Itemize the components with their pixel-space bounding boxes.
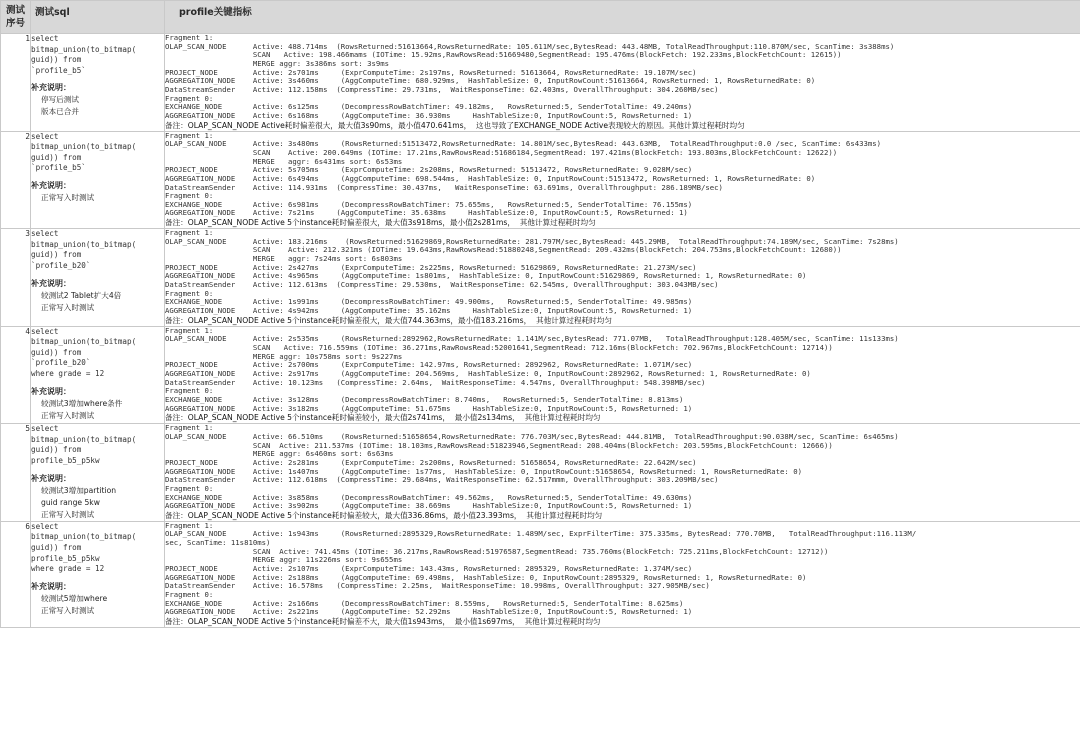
notes-list bbox=[31, 485, 164, 521]
remark-text: 备注：OLAP_SCAN_NODE Active 5个instance耗时偏差较大，最大值336.86ms，最小值23.393ms， 其他计算过程耗时均匀 bbox=[165, 510, 603, 520]
profile-metrics-cell bbox=[165, 424, 1080, 522]
test-sql-cell bbox=[31, 229, 165, 327]
test-number-cell bbox=[1, 34, 31, 132]
profile-metrics-cell bbox=[165, 34, 1080, 132]
test-sql-cell bbox=[31, 34, 165, 132]
remark-text: 备注：OLAP_SCAN_NODE Active 5个instance耗时偏差很大，最大值744.363ms，最小值183.216ms， 其他计算过程耗时均匀 bbox=[165, 315, 612, 325]
table-row bbox=[1, 229, 1080, 327]
test-number-cell bbox=[1, 229, 31, 327]
notes-list bbox=[31, 192, 164, 204]
test-number: 5 bbox=[25, 424, 30, 434]
table-row bbox=[1, 326, 1080, 424]
notes-title: 补充说明： bbox=[31, 180, 71, 190]
profile-metrics-cell bbox=[165, 131, 1080, 229]
table-row bbox=[1, 34, 1080, 132]
test-number: 2 bbox=[25, 131, 30, 141]
header-profile-metrics: profile关键指标 bbox=[165, 1, 1080, 34]
test-sql-cell bbox=[31, 131, 165, 229]
test-number-cell bbox=[1, 326, 31, 424]
note-line: 正常写入时测试 bbox=[41, 302, 95, 312]
profile-text: Fragment 1: OLAP_SCAN_NODE Active: 3s480ms (RowsReturned:51513472,RowsReturnedRate: 14.801M/sec,BytesRead: 443.63MB, TotalReadThroughput:0.0 /sec, ScanTime: 6s433ms) SCAN Active: 200.649ms (IOTime: 17.21ms,RawRowsRead:51686184,SegmentRead: 197.421ms(BlockFetch: 193.803ms,BlockFetchCount: 12622)) MERGE aggr: 6s431ms sort: 6s53ms PROJECT_NODE Active: 5s705ms (ExprComputeTime: 2s208ms, RowsReturned: 51513472, RowsReturnedRate: 9.028M/sec) AGGREGATION_NODE Active: 6s494ms (AggComputeTime: 698.544ms, HashTableSize: 0, InputRowCount:51513472, RowsReturned: 1, RowsReturnedRate: 0) DataStreamSender Active: 114.931ms (CompressTime: 30.437ms, WaitResponseTime: 63.691ms, OverallThroughput: 286.189MB/sec) Fragment 0: EXCHANGE_NODE Active: 6s981ms (DecompressRowBatchTimer: 75.655ms, RowsReturned:5, SenderTotalTime: 76.155ms) AGGREGATION_NODE Active: 7s21ms (AggComputeTime: 35.638ms HashTableSize:0, InputRowCount:5, RowsReturned: 1) bbox=[165, 131, 882, 218]
sql-code: select bitmap_union(to_bitmap( guid)) from `profile_b20` where grade = 12 bbox=[31, 326, 137, 379]
test-number: 3 bbox=[25, 229, 30, 239]
remark-text: 备注：OLAP_SCAN_NODE Active 5个instance耗时偏差不大，最大值1s943ms， 最小值1s697ms， 其他计算过程耗时均匀 bbox=[165, 617, 601, 627]
note-line: 较测试2 Tablet扩大4倍 bbox=[41, 290, 122, 300]
profile-text: Fragment 1: OLAP_SCAN_NODE Active: 66.510ms (RowsReturned:51658654,RowsReturnedRate: 776.703M/sec,BytesRead: 444.81MB, TotalReadThroughput:90.038M/sec, ScanTime: 6s465ms) SCAN Active: 211.537ms (IOTime: 18.103ms,RawRowsRead:51823946,SegmentRead: 208.404ms(BlockFetch: 203.595ms,BlockFetchCount: 12666)) MERGE aggr: 6s460ms sort: 6s63ms PROJECT_NODE Active: 2s281ms (ExprComputeTime: 2s200ms, RowsReturned: 51658654, RowsReturnedRate: 22.642M/sec) AGGREGATION_NODE Active: 1s407ms (AggComputeTime: 1s77ms, HashTableSize: 0, InputRowCount:51658654, RowsReturned: 1, RowsReturnedRate: 0) DataStreamSender Active: 112.618ms (CompressTime: 29.684ms, WaitResponseTime: 62.517mmm, OverallThroughput: 303.209MB/sec) Fragment 0: EXCHANGE_NODE Active: 3s858ms (DecompressRowBatchTimer: 49.562ms, RowsReturned:5, SenderTotalTime: 49.630ms) AGGREGATION_NODE Active: 3s902ms (AggComputeTime: 38.669ms HashTableSize:0, InputRowCount:5, RowsReturned: 1) bbox=[165, 423, 899, 511]
note-line: 正常写入时测试 bbox=[41, 410, 95, 420]
profile-metrics-cell bbox=[165, 326, 1080, 424]
profile-metrics-cell bbox=[165, 521, 1080, 627]
sql-code: select bitmap_union(to_bitmap( guid)) from `profile_b5` bbox=[31, 131, 137, 173]
remark-text: 备注：OLAP_SCAN_NODE Active 5个instance耗时偏差较小，最大值2s741ms， 最小值2s134ms， 其他计算过程耗时均匀 bbox=[165, 413, 601, 423]
profile-text: Fragment 1: OLAP_SCAN_NODE Active: 1s943ms (RowsReturned:2895329,RowsReturnedRate: 1.489M/sec, ExprFilterTime: 375.335ms, BytesRead: 770.70MB, TotalReadThroughput:116.113M/ sec, ScanTime: 11s810ms) SCAN Active: 741.45ms (IOTime: 36.217ms,RawRowsRead:51976587,SegmentRead: 735.760ms(BlockFetch: 725.211ms,BlockFetchCount: 12712)) MERGE aggr: 11s226ms sort: 9s655ms PROJECT_NODE Active: 2s107ms (ExprComputeTime: 143.43ms, RowsReturned: 2895329, RowsReturnedRate: 1.374M/sec) AGGREGATION_NODE Active: 2s188ms (AggComputeTime: 69.498ms, HashTableSize: 0, InputRowCount:2895329, RowsReturned: 1, RowsReturnedRate: 0) DataStreamSender Active: 16.578ms (CompressTime: 2.25ms, WaitResponseTime: 10.998ms, OverallThroughput: 327.905MB/sec) Fragment 0: EXCHANGE_NODE Active: 2s166ms (DecompressRowBatchTimer: 8.559ms, RowsReturned:5, SenderTotalTime: 8.625ms) AGGREGATION_NODE Active: 2s221ms (AggComputeTime: 52.292ms HashTableSize:0, InputRowCount:5, RowsReturned: 1) bbox=[165, 521, 917, 617]
sql-code: select bitmap_union(to_bitmap( guid)) from `profile_b5` bbox=[31, 34, 137, 75]
test-number-cell bbox=[1, 424, 31, 522]
notes-list bbox=[31, 94, 164, 118]
test-sql-cell bbox=[31, 326, 165, 424]
profile-text: Fragment 1: OLAP_SCAN_NODE Active: 183.216ms (RowsReturned:51629869,RowsReturnedRate: 281.797M/sec,BytesRead: 445.29MB, TotalReadThroughput:74.189M/sec, ScanTime: 7s28ms) SCAN Active: 212.321ms (IOTime: 19.643ms,RawRowsRead:51880248,SegmentRead: 209.432ms(BlockFetch: 204.753ms,BlockFetchCount: 12680)) MERGE aggr: 7s24ms sort: 6s803ms PROJECT_NODE Active: 2s427ms (ExprComputeTime: 2s225ms, RowsReturned: 51629869, RowsReturnedRate: 21.273M/sec) AGGREGATION_NODE Active: 4s965ms (AggComputeTime: 1s801ms, HashTableSize: 0, InputRowCount:51629869, RowsReturned: 1, RowsReturnedRate: 0) DataStreamSender Active: 112.613ms (CompressTime: 29.530ms, WaitResponseTime: 62.545ms, OverallThroughput: 303.043MB/sec) Fragment 0: EXCHANGE_NODE Active: 1s991ms (DecompressRowBatchTimer: 49.900ms, RowsReturned:5, SenderTotalTime: 49.985ms) AGGREGATION_NODE Active: 4s942ms (AggComputeTime: 35.162ms HashTableSize:0, InputRowCount:5, RowsReturned: 1) bbox=[165, 228, 899, 316]
test-number: 6 bbox=[25, 521, 30, 531]
notes-list bbox=[31, 398, 164, 422]
profile-text: Fragment 1: OLAP_SCAN_NODE Active: 488.714ms (RowsReturned:51613664,RowsReturnedRate: 105.611M/sec,BytesRead: 443.48MB, TotalReadThroughput:110.870M/sec, ScanTime: 3s388ms) SCAN Active: 198.466mams (IOTime: 15.92ms,RawRowsRead:51669480,SegmentRead: 195.476ms(BlockFetch: 192.233ms,BlockFetchCount: 12615)) MERGE aggr: 3s386ms sort: 3s9ms PROJECT_NODE Active: 2s701ms (ExprComputeTime: 2s197ms, RowsReturned: 51613664, RowsReturnedRate: 19.107M/sec) AGGREGATION_NODE Active: 3s460ms (AggComputeTime: 680.929ms, HashTableSize: 0, InputRowCount:51613664, RowsReturned: 1, RowsReturnedRate: 0) DataStreamSender Active: 112.158ms (CompressTime: 29.731ms, WaitResponseTime: 62.403ms, OverallThroughput: 304.260MB/sec) Fragment 0: EXCHANGE_NODE Active: 6s125ms (DecompressRowBatchTimer: 49.182ms, RowsReturned:5, SenderTotalTime: 49.240ms) AGGREGATION_NODE Active: 6s168ms (AggComputeTime: 36.930ms HashTableSize:0, InputRowCount:5, RowsReturned: 1) bbox=[165, 33, 895, 120]
note-line: 正常写入时测试 bbox=[41, 192, 95, 202]
note-line: 正常写入时测试 bbox=[41, 605, 95, 615]
note-line: 较测试5增加where bbox=[41, 593, 108, 603]
table-row bbox=[1, 424, 1080, 522]
note-line: 较测试3增加partition bbox=[41, 485, 117, 495]
table-header-row bbox=[1, 1, 1080, 34]
test-number-cell bbox=[1, 521, 31, 627]
table-row bbox=[1, 131, 1080, 229]
sql-code: select bitmap_union(to_bitmap( guid)) from `profile_b20` bbox=[31, 229, 137, 270]
header-test-number: 测试 序号 bbox=[1, 1, 31, 34]
test-sql-cell bbox=[31, 424, 165, 522]
notes-title: 补充说明： bbox=[31, 473, 71, 483]
notes-title: 补充说明： bbox=[31, 83, 71, 93]
notes-title: 补充说明： bbox=[31, 386, 71, 396]
profile-text: Fragment 1: OLAP_SCAN_NODE Active: 2s535ms (RowsReturned:2892962,RowsReturnedRate: 1.141M/sec,BytesRead: 771.07MB, TotalReadThroughput:128.405M/sec, ScanTime: 11s133ms) SCAN Active: 716.559ms (IOTime: 36.271ms,RawRowsRead:52001641,SegmentRead: 712.16ms(BlockFetch: 702.967ms,BlockFetchCount: 12714)) MERGE aggr: 10s758ms sort: 9s227ms PROJECT_NODE Active: 2s700ms (ExprComputeTime: 142.97ms, RowsReturned: 2892962, RowsReturnedRate: 1.071M/sec) AGGREGATION_NODE Active: 2s917ms (AggComputeTime: 204.569ms, HashTableSize: 0, InputRowCount:2892962, RowsReturned: 1, RowsReturnedRate: 0) DataStreamSender Active: 10.123ms (CompressTime: 2.64ms, WaitResponseTime: 4.547ms, OverallThroughput: 548.398MB/sec) Fragment 0: EXCHANGE_NODE Active: 3s128ms (DecompressRowBatchTimer: 8.740ms, RowsReturned:5, SenderTotalTime: 8.813ms) AGGREGATION_NODE Active: 3s182ms (AggComputeTime: 51.675ms HashTableSize:0, InputRowCount:5, RowsReturned: 1) bbox=[165, 326, 899, 413]
test-number: 4 bbox=[25, 326, 30, 336]
test-number: 1 bbox=[25, 34, 30, 43]
notes-list bbox=[31, 290, 164, 314]
remark-text: 备注：OLAP_SCAN_NODE Active 5个instance耗时偏差很大，最大值3s918ms，最小值2s281ms， 其他计算过程耗时均匀 bbox=[165, 218, 596, 228]
note-line: 较测试3增加where条件 bbox=[41, 398, 123, 408]
note-line: guid range 5kw bbox=[41, 497, 100, 507]
remark-text: 备注：OLAP_SCAN_NODE Active耗时偏差很大，最大值3s90ms，最小值470.641ms， 这也导致了EXCHANGE_NODE Active表现较大的原因。其他计算过程耗时均匀 bbox=[165, 120, 745, 130]
header-test-sql: 测试sql bbox=[31, 1, 165, 34]
notes-list bbox=[31, 593, 164, 617]
test-sql-cell bbox=[31, 521, 165, 627]
note-line: 正常写入时测试 bbox=[41, 509, 95, 519]
test-number-cell bbox=[1, 131, 31, 229]
sql-code: select bitmap_union(to_bitmap( guid)) from profile_b5_p5kw where grade = 12 bbox=[31, 521, 137, 574]
note-line: 停写后测试 bbox=[41, 95, 79, 105]
notes-title: 补充说明： bbox=[31, 581, 71, 591]
sql-code: select bitmap_union(to_bitmap( guid)) from profile_b5_p5kw bbox=[31, 424, 137, 466]
profile-metrics-cell bbox=[165, 229, 1080, 327]
table-row bbox=[1, 521, 1080, 627]
notes-title: 补充说明： bbox=[31, 278, 71, 288]
note-line: 版本已合并 bbox=[41, 107, 79, 117]
